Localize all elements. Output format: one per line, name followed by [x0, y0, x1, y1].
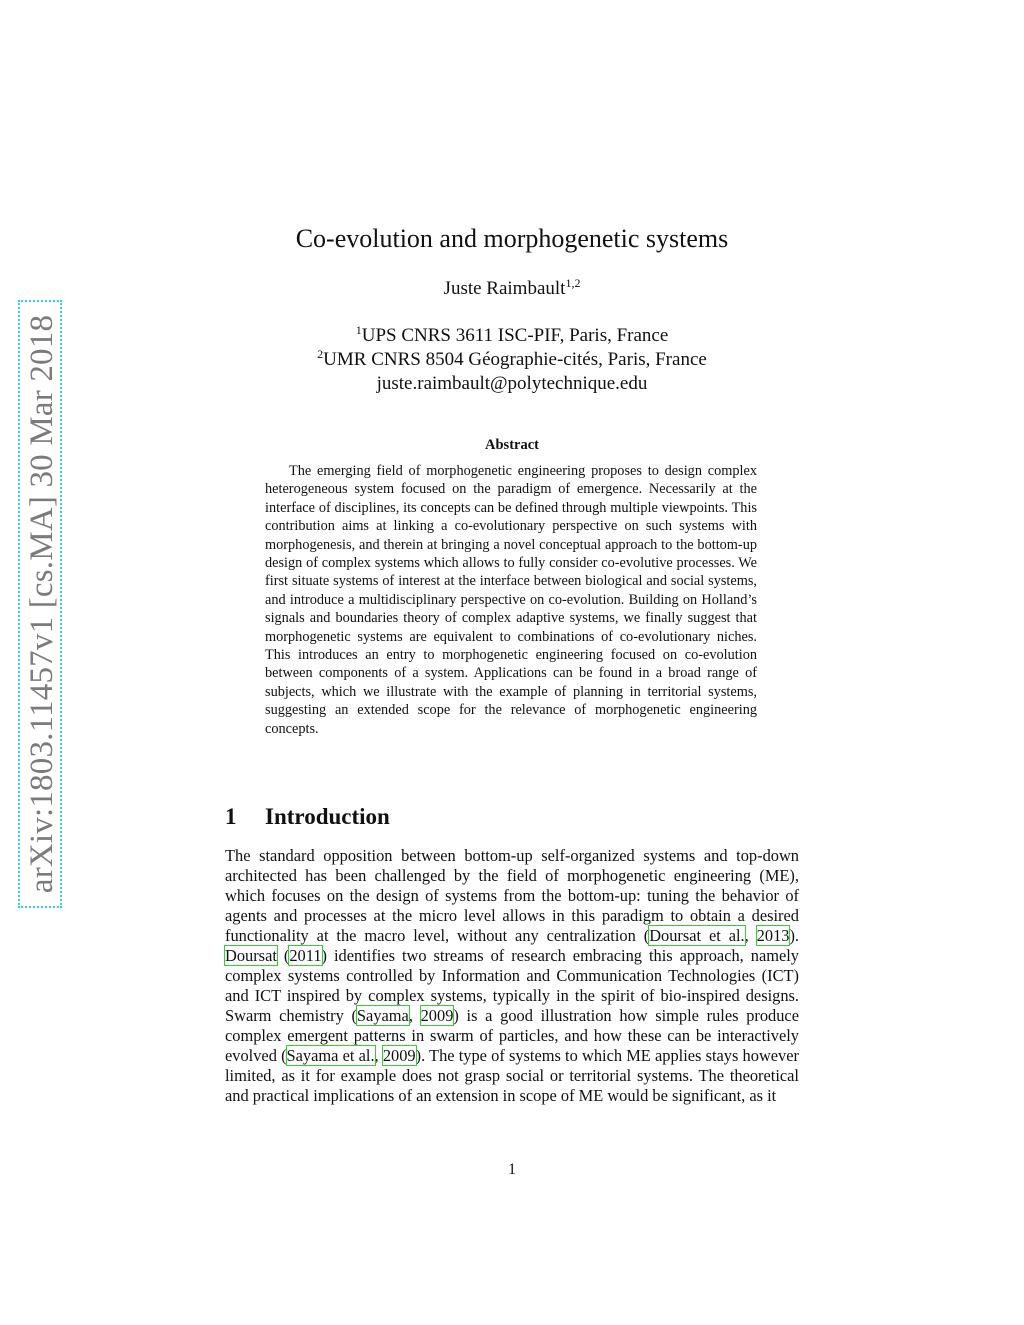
citation-separator: ,: [744, 926, 757, 945]
affiliation-1-text: UPS CNRS 3611 ISC-PIF, Paris, France: [361, 325, 669, 346]
author-name: Juste Raimbault: [443, 278, 566, 299]
citation-year-link[interactable]: 2009: [382, 1046, 416, 1065]
affiliation-1: [0, 324, 1024, 348]
citation-year-link[interactable]: 2009: [420, 1006, 454, 1025]
citation-year-link[interactable]: 2013: [756, 926, 790, 945]
citation-separator: ,: [408, 1006, 421, 1025]
page-number: 1: [508, 1161, 516, 1178]
intro-text-5: ) is a good illustration how simple rules produce complex emergent patterns in swarm of particles, and how these can be interactively evolved (: [225, 1006, 799, 1065]
affiliation-2-mark: 2: [317, 347, 324, 361]
author-email: juste.raimbault@polytechnique.edu: [376, 373, 648, 394]
section-heading: [225, 801, 390, 833]
citation-year-link[interactable]: 2011: [289, 946, 322, 965]
abstract-heading: Abstract: [485, 437, 539, 453]
author-marks: 1,2: [565, 276, 581, 290]
author-line: [0, 276, 1024, 302]
intro-text-4: ) identifies two streams of research embracing this approach, namely complex systems controlled by Information and Communication Technologies (ICT) and ICT inspired by complex systems, typically in the spirit of bio-inspired designs. Swarm chemistry (: [225, 946, 799, 1025]
affiliation-2: [0, 348, 1024, 372]
arxiv-stamp: arXiv:1803.11457v1 [cs.MA] 30 Mar 2018: [24, 314, 60, 894]
intro-text-1: The standard opposition between bottom-up self-organized systems and top-down architected has been challenged by the field of morphogenetic engineering (ME), which focuses on the design of systems from the bottom-up: tuning the behavior of agents and processes at the micro level allows in this paradigm to obtain a desired functionality at the macro level, without any centralization (: [225, 846, 799, 945]
section-title: Introduction: [265, 804, 390, 829]
citation-link[interactable]: Doursat et al.: [649, 926, 745, 945]
citation-separator: ,: [374, 1046, 383, 1065]
intro-text-6: ). The type of systems to which ME applies stays however limited, as it for example does not grasp social or territorial systems. The theoretical and practical implications of an extension in scope of ME would be significant, as it: [225, 1046, 799, 1105]
citation-link[interactable]: Doursat: [225, 946, 277, 965]
section-number: 1: [225, 804, 237, 829]
intro-paragraph: [225, 846, 799, 1106]
abstract-text: The emerging field of morphogenetic engineering proposes to design complex heterogeneous system focused on the paradigm of emergence. Necessarily at the interface of disciplines, its concepts can be defined through multiple viewpoints. This contribution aims at linking a co-evolutionary perspective on such systems with morphogenesis, and therein at bringing a novel conceptual approach to the bottom-up design of complex systems which allows to fully consider co-evolutive processes. We first situate systems of interest at the interface between biological and social systems, and introduce a multidisciplinary perspective on co-evolution. Building on Holland’s signals and boundaries theory of complex adaptive systems, we finally suggest that morphogenetic systems are equivalent to combinations of co-evolutionary niches. This introduces an entry to morphogenetic engineering focused on co-evolution between components of a system. Applications can be found in a broad range of subjects, which we illustrate with the example of planning in territorial systems, suggesting an extended scope for the relevance of morphogenetic engineering concepts.: [265, 463, 757, 737]
citation-link[interactable]: Sayama: [356, 1006, 409, 1025]
paper-title: Co-evolution and morphogenetic systems: [295, 224, 729, 253]
citation-link[interactable]: Sayama et al.: [286, 1046, 375, 1065]
intro-text-2: ).: [789, 926, 800, 945]
affiliation-2-text: UMR CNRS 8504 Géographie-cités, Paris, France: [323, 349, 707, 370]
affiliation-1-mark: 1: [355, 323, 362, 337]
intro-text-3: (: [276, 946, 290, 965]
